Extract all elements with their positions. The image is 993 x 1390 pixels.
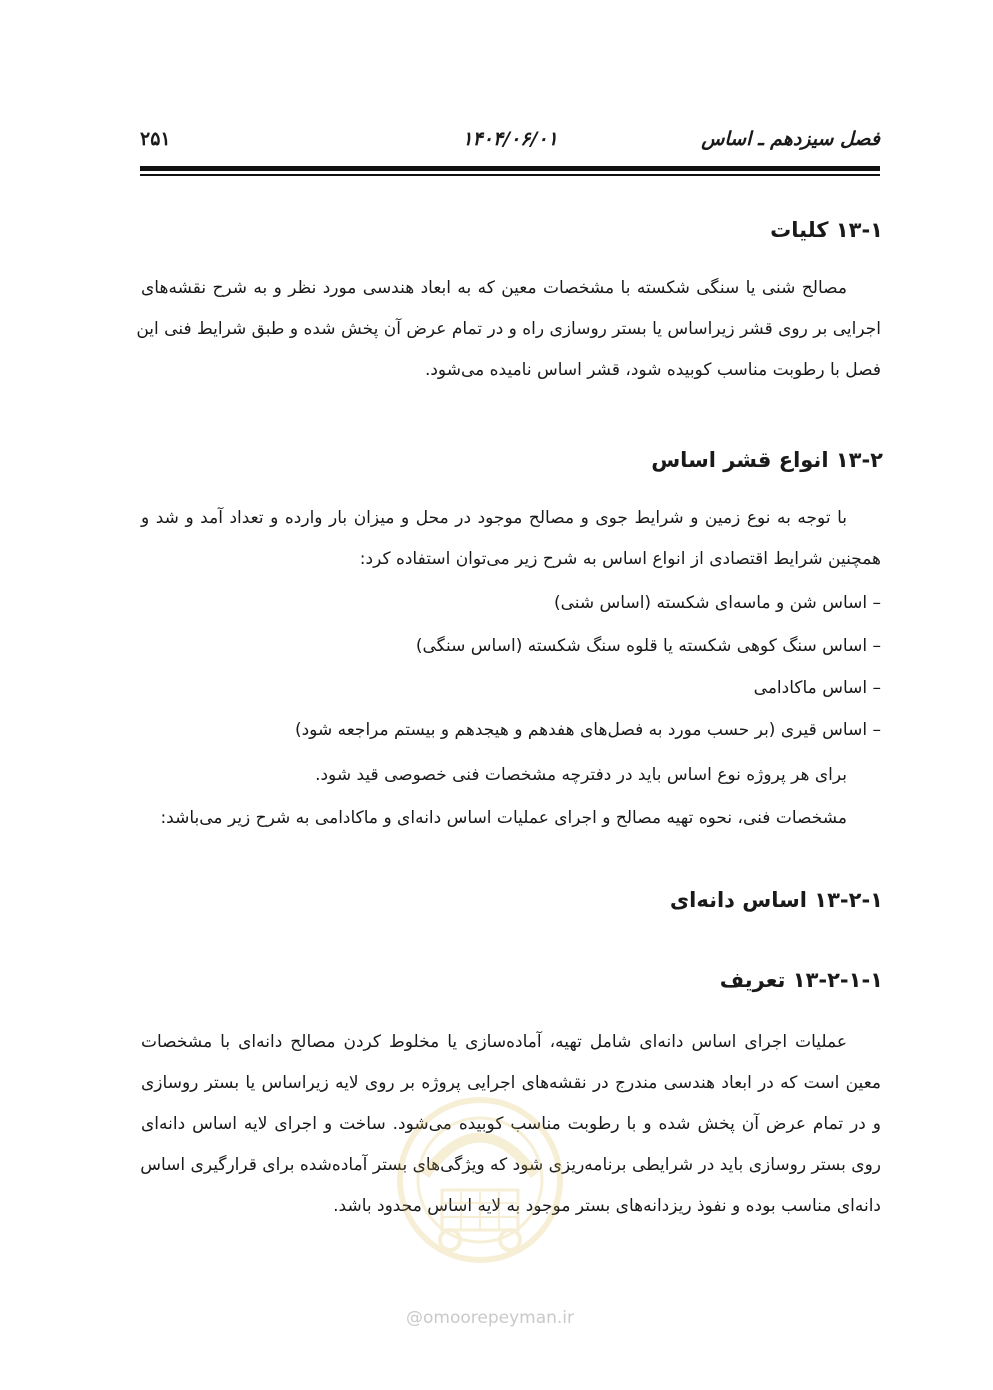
paragraph-base-types	[141, 498, 881, 580]
paragraph-line: و در تمام عرض آن پخش شده و با رطوبت مناسب کوبیده می‌شود. ساخت و اجرای لایه اساس دانه‌ای	[141, 1114, 881, 1134]
paragraph-general	[136, 268, 881, 391]
header-date: ۱۴۰۴/۰۶/۰۱	[462, 128, 558, 150]
watermark-logo-icon	[380, 1080, 580, 1280]
paragraph-line: فصل با رطوبت مناسب کوبیده شود، قشر اساس نامیده می‌شود.	[424, 360, 881, 380]
page-number: ۲۵۱	[140, 128, 171, 150]
paragraph-line: مصالح شنی یا سنگی شکسته با مشخصات معین که به ابعاد هندسی مورد نظر و به شرح نقشه‌های	[141, 278, 847, 298]
header-rule-thin	[140, 174, 880, 176]
paragraph-line: اجرایی بر روی قشر زیراساس یا بستر روسازی راه و در تمام عرض آن پخش شده و طبق شرایط فنی این	[136, 319, 881, 339]
section-heading-13-2: ۱۳-۲ انواع قشر اساس	[651, 448, 883, 472]
chapter-title: فصل سیزدهم ـ اساس	[701, 128, 880, 150]
paragraph-line: معین است که در ابعاد هندسی مندرج در نقشه‌های اجرایی پروژه بر روی لایه زیراساس یا بستر روسازی	[141, 1073, 881, 1093]
list-item: – اساس شن و ماسه‌ای شکسته (اساس شنی)	[553, 593, 881, 613]
list-item: – اساس قیری (بر حسب مورد به فصل‌های هفدهم و هیجدهم و بیستم مراجعه شود)	[294, 720, 881, 740]
note-line: برای هر پروژه نوع اساس باید در دفترچه مشخصات فنی خصوصی قید شود.	[315, 765, 847, 785]
section-heading-13-1: ۱۳-۱ کلیات	[770, 218, 883, 242]
section-heading-13-2-1-1: ۱۳-۲-۱-۱ تعریف	[719, 968, 883, 992]
paragraph-line: دانه‌ای مناسب بوده و نفوذ ریزدانه‌های بستر موجود به لایه اساس محدود باشد.	[333, 1196, 881, 1216]
paragraph-line: همچنین شرایط اقتصادی از انواع اساس به شرح زیر می‌توان استفاده کرد:	[359, 549, 881, 569]
list-item: – اساس ماکادامی	[753, 678, 881, 698]
list-item: – اساس سنگ کوهی شکسته یا قلوه سنگ شکسته (اساس سنگی)	[415, 636, 881, 656]
paragraph-line: روی بستر روسازی باید در شرایطی برنامه‌ریزی شود که ویژگی‌های بستر آماده‌شده برای قرارگیری اساس	[140, 1155, 881, 1175]
paragraph-line: با توجه به نوع زمین و شرایط جوی و مصالح موجود در محل و میزان بار وارده و تعداد آمد و شد و	[141, 508, 847, 528]
paragraph-line: عملیات اجرای اساس دانه‌ای شامل تهیه، آماده‌سازی یا مخلوط کردن مصالح دانه‌ای با مشخصات	[141, 1032, 847, 1052]
section-heading-13-2-1: ۱۳-۲-۱ اساس دانه‌ای	[669, 888, 883, 912]
page-header	[140, 128, 880, 162]
note-line: مشخصات فنی، نحوه تهیه مصالح و اجرای عملیات اساس دانه‌ای و ماکادامی به شرح زیر می‌باشد:	[160, 808, 847, 828]
header-rule-thick	[140, 166, 880, 171]
watermark-text: @omoorepeyman.ir	[405, 1308, 575, 1328]
